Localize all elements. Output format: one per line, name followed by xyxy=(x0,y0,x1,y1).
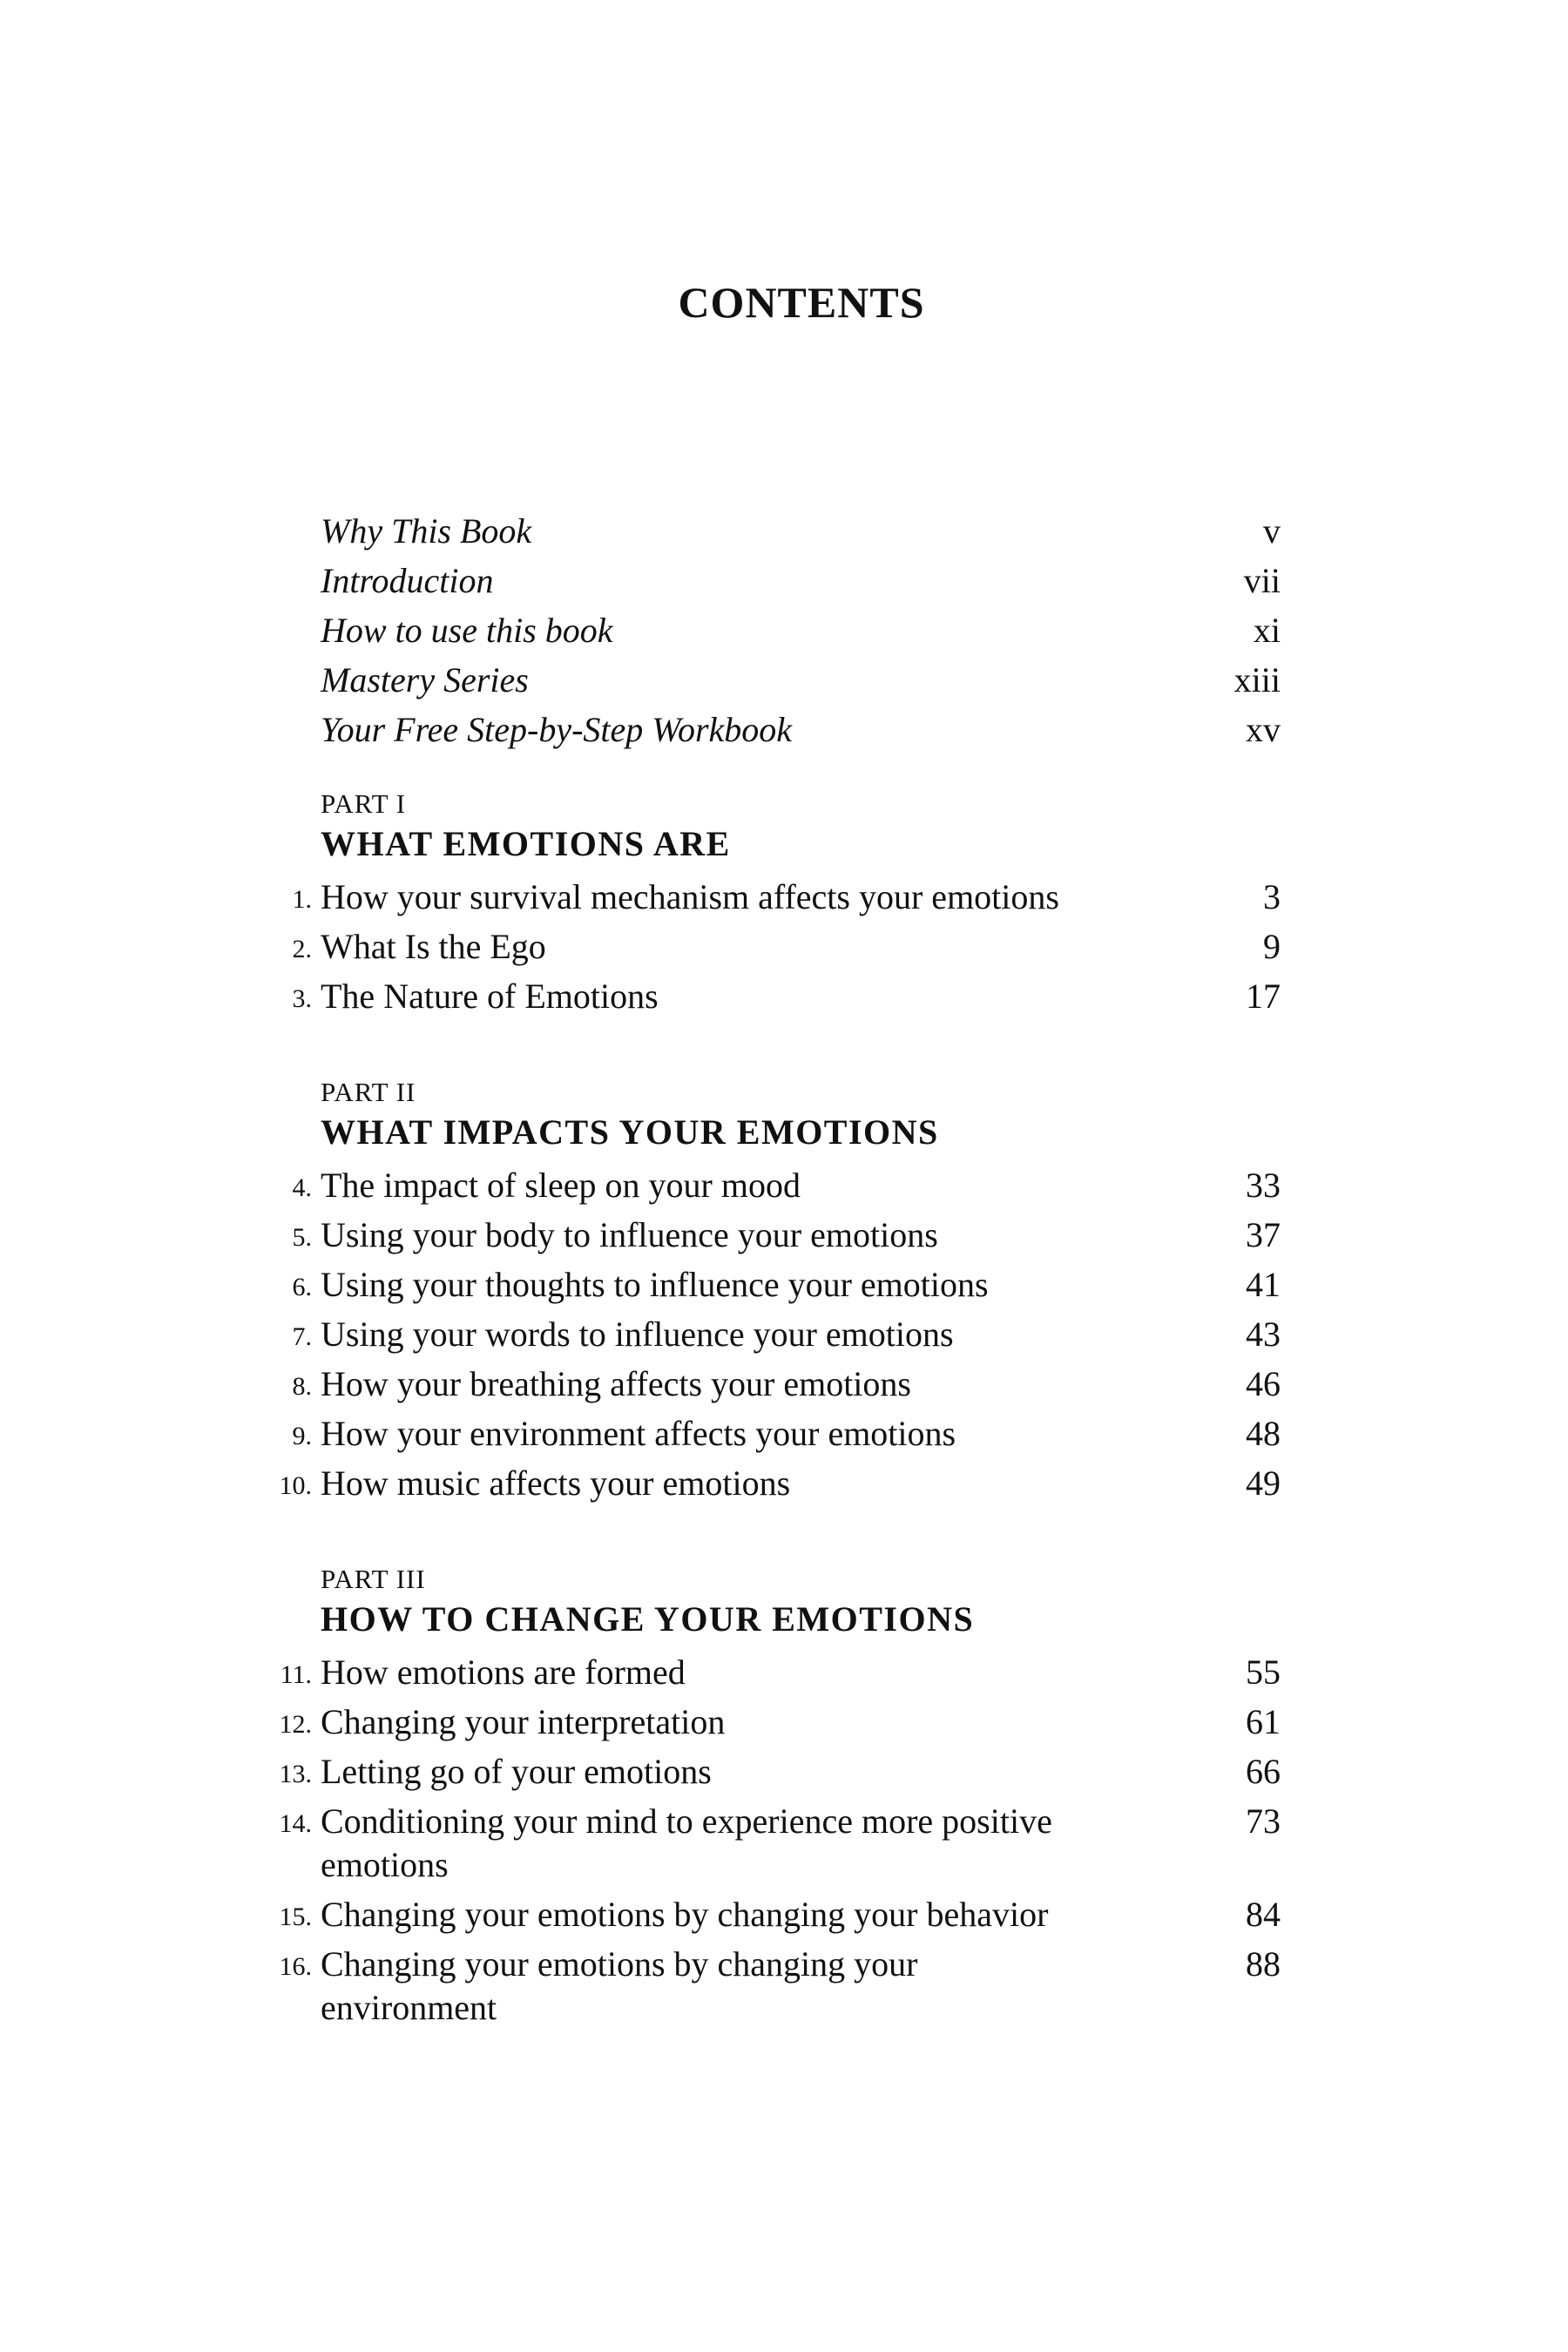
toc-entry-title: How to use this book xyxy=(321,611,613,650)
chapter-title: What Is the Ego xyxy=(321,927,546,966)
toc-chapter-16[interactable] xyxy=(0,1943,1568,2036)
part-1-chapters xyxy=(0,875,1568,1024)
chapter-page: 46 xyxy=(1246,1364,1281,1403)
chapter-number: 7. xyxy=(292,1322,312,1351)
page-title: CONTENTS xyxy=(678,278,925,327)
toc-chapter-14[interactable] xyxy=(0,1800,1568,1893)
toc-chapter-1[interactable] xyxy=(0,875,1568,925)
chapter-number: 2. xyxy=(292,935,312,963)
chapter-page: 9 xyxy=(1263,927,1281,966)
chapter-number: 9. xyxy=(292,1422,312,1450)
toc-chapter-13[interactable] xyxy=(0,1750,1568,1800)
toc-entry-page: vii xyxy=(1243,561,1281,600)
chapter-title: Changing your interpretation xyxy=(321,1702,726,1741)
front-matter-list xyxy=(0,510,1568,758)
chapter-number: 3. xyxy=(292,984,312,1013)
chapter-number: 16. xyxy=(279,1952,312,1981)
part-heading-1 xyxy=(321,787,1568,867)
chapter-title: How your breathing affects your emotions xyxy=(321,1364,911,1403)
toc-chapter-10[interactable] xyxy=(0,1462,1568,1511)
chapter-title: The Nature of Emotions xyxy=(321,977,659,1016)
chapter-title: How emotions are formed xyxy=(321,1652,686,1692)
chapter-page: 41 xyxy=(1246,1265,1281,1304)
part-2-chapters xyxy=(0,1164,1568,1511)
toc-entry-page: xiii xyxy=(1233,660,1281,700)
chapter-number: 1. xyxy=(292,885,312,914)
toc-chapter-3[interactable] xyxy=(0,975,1568,1024)
toc-entry-page: xv xyxy=(1246,710,1281,749)
chapter-number: 4. xyxy=(292,1173,312,1202)
toc-chapter-9[interactable] xyxy=(0,1412,1568,1462)
chapter-title: Changing your emotions by changing your behavior xyxy=(321,1895,1049,1934)
chapter-title: Using your body to influence your emotions xyxy=(321,1215,938,1254)
part-3-chapters xyxy=(0,1651,1568,2036)
chapter-title: Letting go of your emotions xyxy=(321,1752,712,1791)
toc-chapter-12[interactable] xyxy=(0,1700,1568,1750)
toc-entry-introduction[interactable] xyxy=(0,559,1568,609)
chapter-title: How music affects your emotions xyxy=(321,1463,791,1503)
chapter-title: Using your words to influence your emotions xyxy=(321,1315,954,1354)
chapter-page: 37 xyxy=(1246,1215,1281,1254)
toc-entry-page: v xyxy=(1263,511,1281,551)
toc-chapter-7[interactable] xyxy=(0,1313,1568,1362)
chapter-page: 48 xyxy=(1246,1414,1281,1453)
part-title: WHAT IMPACTS YOUR EMOTIONS xyxy=(321,1112,939,1152)
toc-chapter-11[interactable] xyxy=(0,1651,1568,1700)
chapter-page: 84 xyxy=(1246,1895,1281,1934)
table-of-contents xyxy=(0,510,1568,2036)
chapter-number: 6. xyxy=(292,1273,312,1301)
toc-chapter-15[interactable] xyxy=(0,1893,1568,1943)
toc-entry-workbook[interactable] xyxy=(0,708,1568,758)
chapter-number: 10. xyxy=(279,1471,312,1500)
toc-entry-how-to-use[interactable] xyxy=(0,609,1568,659)
chapter-page: 66 xyxy=(1246,1752,1281,1791)
chapter-title: Using your thoughts to influence your emotions xyxy=(321,1265,989,1304)
chapter-number: 15. xyxy=(279,1903,312,1931)
chapter-page: 88 xyxy=(1246,1944,1281,1984)
toc-entry-why-this-book[interactable] xyxy=(0,510,1568,559)
chapter-page: 33 xyxy=(1246,1166,1281,1205)
part-label: PART II xyxy=(321,1077,416,1107)
toc-chapter-8[interactable] xyxy=(0,1362,1568,1412)
chapter-title: Changing your emotions by changing your environment xyxy=(321,1944,918,2027)
part-title: WHAT EMOTIONS ARE xyxy=(321,824,731,863)
toc-chapter-6[interactable] xyxy=(0,1263,1568,1313)
toc-chapter-2[interactable] xyxy=(0,925,1568,975)
toc-chapter-5[interactable] xyxy=(0,1213,1568,1263)
chapter-number: 14. xyxy=(279,1809,312,1838)
toc-chapter-4[interactable] xyxy=(0,1164,1568,1213)
part-label: PART I xyxy=(321,788,407,819)
toc-entry-title: Your Free Step-by-Step Workbook xyxy=(321,710,793,749)
chapter-title: How your environment affects your emotions xyxy=(321,1414,956,1453)
toc-entry-title: Why This Book xyxy=(321,511,532,551)
chapter-title: How your survival mechanism affects your emotions xyxy=(321,877,1059,916)
toc-entry-mastery-series[interactable] xyxy=(0,659,1568,708)
chapter-page: 73 xyxy=(1246,1801,1281,1841)
chapter-number: 11. xyxy=(280,1660,312,1689)
part-label: PART III xyxy=(321,1564,426,1594)
chapter-page: 43 xyxy=(1246,1315,1281,1354)
toc-entry-title: Introduction xyxy=(321,561,494,600)
toc-entry-page: xi xyxy=(1253,611,1281,650)
chapter-page: 3 xyxy=(1263,877,1281,916)
chapter-number: 5. xyxy=(292,1223,312,1252)
part-heading-3 xyxy=(321,1562,1568,1642)
chapter-number: 13. xyxy=(279,1760,312,1788)
chapter-page: 61 xyxy=(1246,1702,1281,1741)
chapter-page: 49 xyxy=(1246,1463,1281,1503)
chapter-title: Conditioning your mind to experience more positive emotions xyxy=(321,1801,1052,1884)
chapter-number: 8. xyxy=(292,1372,312,1401)
chapter-page: 17 xyxy=(1246,977,1281,1016)
part-title: HOW TO CHANGE YOUR EMOTIONS xyxy=(321,1599,975,1639)
chapter-page: 55 xyxy=(1246,1652,1281,1692)
part-heading-2 xyxy=(321,1075,1568,1155)
toc-entry-title: Mastery Series xyxy=(321,660,529,700)
chapter-number: 12. xyxy=(279,1710,312,1739)
chapter-title: The impact of sleep on your mood xyxy=(321,1166,801,1205)
